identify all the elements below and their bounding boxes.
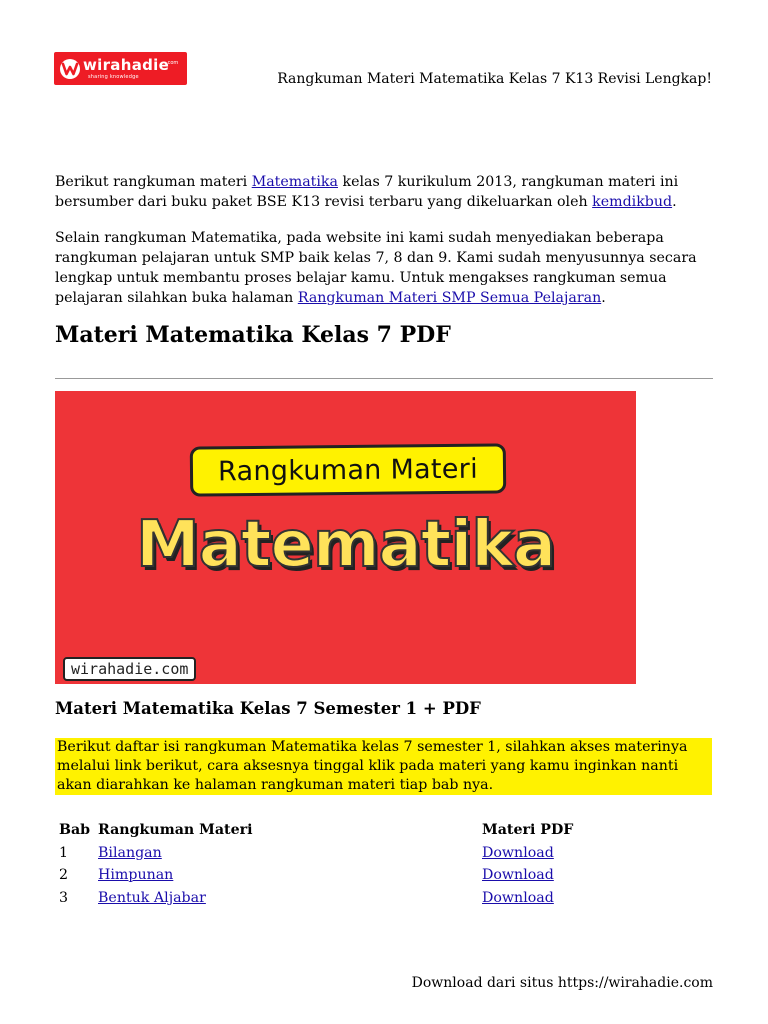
chapter-link-himpunan[interactable]: Himpunan [98,867,174,884]
intro-paragraph-1 [55,172,715,212]
download-link-bilangan[interactable]: Download [482,844,554,861]
banner-site-label: wirahadie.com [63,657,196,681]
kemdikbud-link[interactable]: kemdikbud [592,194,673,210]
banner-pill: Rangkuman Materi [190,443,507,496]
logo-w-icon [58,58,82,80]
site-logo[interactable] [54,52,187,85]
subsection-title: Materi Matematika Kelas 7 Semester 1 + PDF [55,699,481,718]
bab-number: 3 [59,889,69,906]
section-divider [55,378,713,379]
chapter-link-bentuk-aljabar[interactable]: Bentuk Aljabar [98,889,206,906]
intro-text: . [672,194,677,210]
bab-number: 2 [59,867,69,884]
header-rangkuman: Rangkuman Materi [98,822,253,839]
intro-paragraph-2 [55,228,715,308]
page-footer: Download dari situs https://wirahadie.com [411,975,713,991]
logo-suffix: .com [166,60,179,66]
highlight-note: Berikut daftar isi rangkuman Matematika kelas 7 semester 1, silahkan akses materinya melalui link berikut, cara aksesnya tinggal klik pada materi yang kamu inginkan nanti akan diarahkan ke halaman rangkuman materi tiap bab nya. [55,738,712,795]
table-row [55,864,573,887]
chapter-table [55,819,573,909]
matematika-link[interactable]: Matematika [251,174,338,190]
section-title: Materi Matematika Kelas 7 PDF [55,322,451,348]
download-link-himpunan[interactable]: Download [482,867,554,884]
intro-text: Selain rangkuman Matematika, pada website ini kami sudah menyediakan beberapa rangkuman pelajaran untuk SMP baik kelas 7, 8 dan 9. Kami sudah menyusunnya secara lengkap untuk membantu proses belajar kamu. Untuk mengakses rangkuman semua pelajaran silahkan buka halaman [55,230,697,306]
header-materi-pdf: Materi PDF [482,822,574,839]
header-title: Rangkuman Materi Matematika Kelas 7 K13 Revisi Lengkap! [277,71,712,87]
logo-tagline: sharing knowledge [88,74,139,80]
chapter-link-bilangan[interactable]: Bilangan [98,844,162,861]
table-row [55,842,573,865]
bab-number: 1 [59,844,69,861]
intro-text: . [601,290,606,306]
banner-title: Matematika [135,508,556,582]
logo-text: wirahadie [83,56,170,74]
intro-text: kelas 7 kurikulum 2013, rangkuman materi ini bersumber dari buku paket BSE K13 revisi terbaru yang dikeluarkan oleh [55,174,679,210]
banner-image [55,391,636,684]
rangkuman-smp-link[interactable]: Rangkuman Materi SMP Semua Pelajaran [297,290,602,306]
table-header-row [55,819,573,842]
header-bab: Bab [59,822,91,839]
table-row [55,887,573,910]
download-link-bentuk-aljabar[interactable]: Download [482,889,554,906]
intro-text: Berikut rangkuman materi [55,174,252,190]
